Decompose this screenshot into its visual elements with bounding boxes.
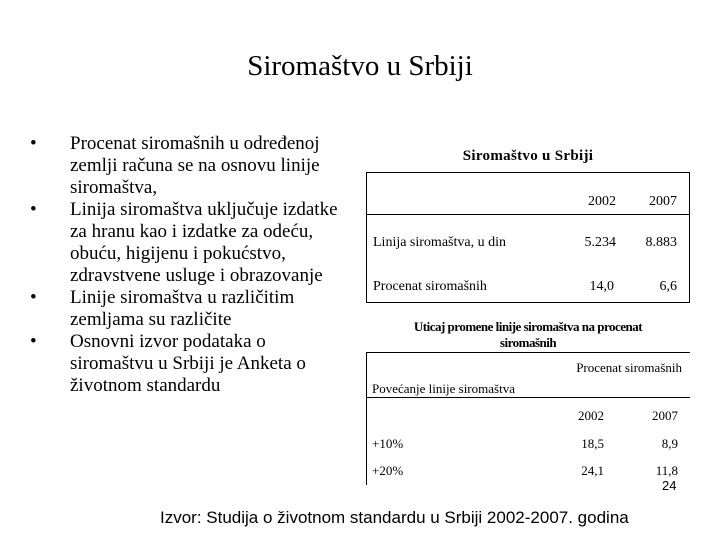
- bullet-item: [30, 287, 350, 331]
- poverty-line-2007: 8.883: [645, 235, 677, 250]
- plus10-2007: 8,9: [661, 436, 678, 451]
- poverty-line-2002: 5.234: [584, 235, 616, 250]
- poverty-rate-2007: 6,6: [659, 279, 677, 294]
- bullet-list: [30, 133, 350, 397]
- bullet-icon: •: [30, 133, 37, 154]
- slide-title: Siromaštvo u Srbiji: [247, 50, 473, 82]
- table-divider: [367, 214, 689, 215]
- table2-title-line2: siromašnih: [499, 335, 557, 350]
- bullet-icon: •: [30, 331, 37, 352]
- bullet-icon: •: [30, 287, 37, 308]
- impact-year-2007: 2007: [652, 408, 678, 423]
- bullet-text: Linija siromaštva uključuje izdatke za hranu kao i izdatke za odeću, obuću, higijenu i pokućstvo, zdravstvene usluge i obrazovanje: [70, 199, 338, 286]
- column-header-poverty-rate: Procenat siromašnih: [576, 360, 682, 375]
- bullet-text: Procenat siromašnih u određenoj zemlji računa se na osnovu linije siromaštva,: [70, 133, 320, 198]
- row-label-plus20: +20%: [372, 463, 404, 478]
- plus10-2002: 18,5: [581, 436, 604, 451]
- table1-title: Siromaštvo u Srbiji: [462, 148, 594, 164]
- bullet-text: Linije siromaštva u različitim zemljama su različite: [70, 287, 295, 330]
- row-header-line-increase: Povećanje linije siromaštva: [372, 381, 515, 396]
- plus20-2002: 24,1: [581, 463, 604, 478]
- poverty-rate-2002: 14,0: [589, 279, 614, 294]
- bullet-text: Osnovni izvor podataka o siromaštvu u Srbiji je Anketa o životnom standardu: [70, 331, 306, 396]
- year-header-2007: 2007: [649, 194, 677, 209]
- table2-title-line1: Uticaj promene linije siromaštva na procenat: [413, 319, 643, 334]
- bullet-item: [30, 331, 350, 397]
- row-label-poverty-rate: Procenat siromašnih: [373, 279, 487, 294]
- page-number: 24: [662, 478, 677, 493]
- impact-table: [366, 352, 690, 485]
- plus20-2007: 11,8: [655, 463, 678, 478]
- year-header-2002: 2002: [588, 194, 616, 209]
- bullet-item: [30, 199, 350, 287]
- row-label-poverty-line: Linija siromaštva, u din: [373, 235, 506, 250]
- table2-title: [368, 319, 688, 351]
- bullet-item: [30, 133, 350, 199]
- poverty-table: [366, 172, 690, 303]
- source-note: Izvor: Studija o životnom standardu u Srbiji 2002-2007. godina: [160, 508, 629, 527]
- impact-year-2002: 2002: [578, 408, 604, 423]
- row-label-plus10: +10%: [372, 436, 404, 451]
- bullet-icon: •: [30, 199, 37, 220]
- table-divider: [367, 397, 690, 398]
